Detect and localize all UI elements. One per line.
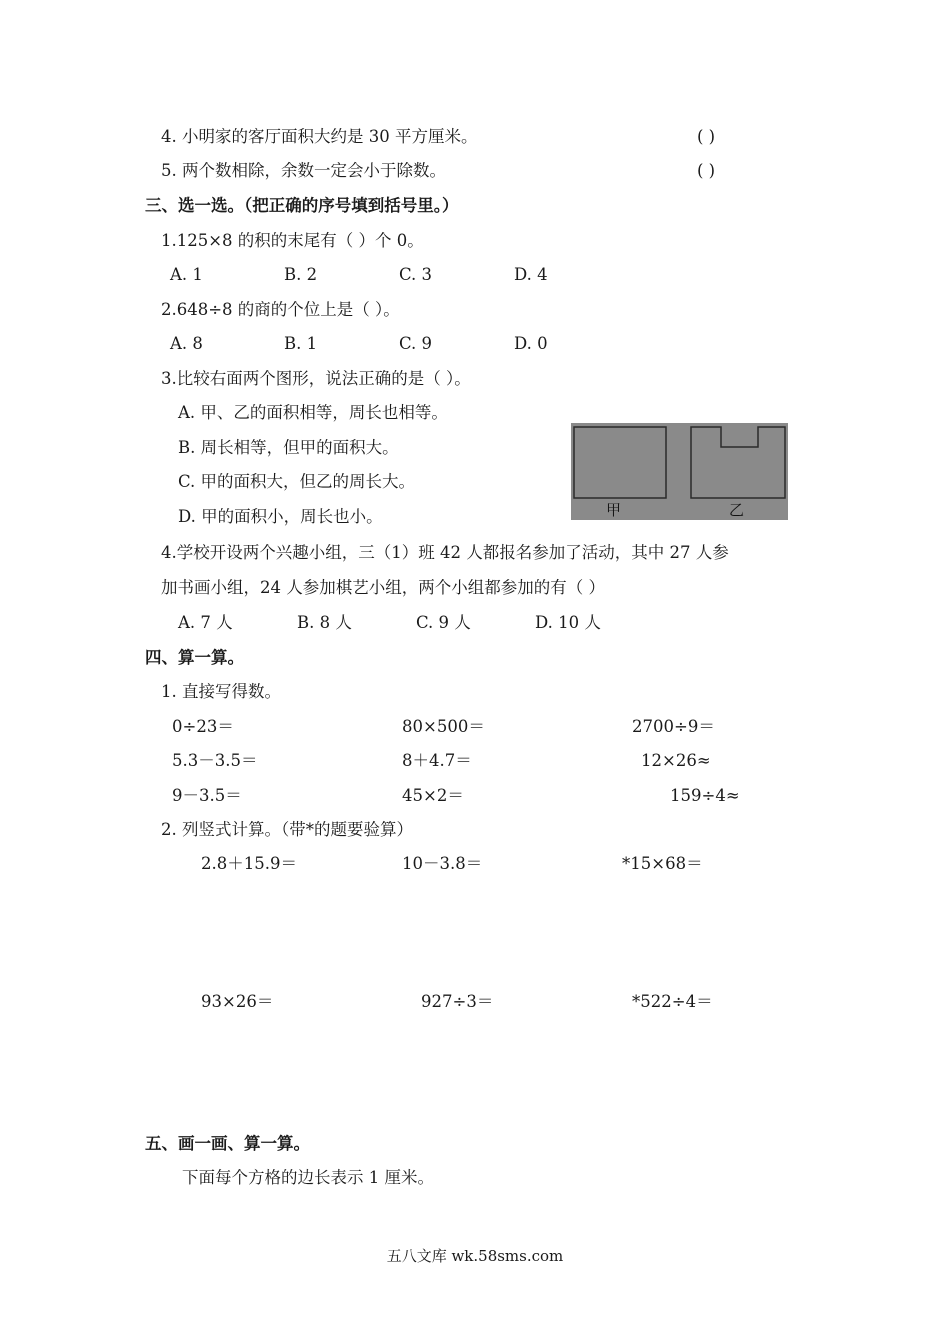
s3-q4-line1: 4.学校开设两个兴趣小组，三（1）班 42 人都报名参加了活动，其中 27 人参 [161,543,729,562]
s3-q3-option-c: C. 甲的面积大，但乙的周长大。 [178,472,416,491]
s4-p1-item: 80×500＝ [402,717,485,736]
s4-p2-item: *15×68＝ [622,854,703,873]
s3-q2-option-b: B. 1 [284,334,318,353]
s4-p1-item: 12×26≈ [641,751,711,770]
judge-q5: 5. 两个数相除，余数一定会小于除数。 [161,161,446,180]
s3-q2-option-a: A. 8 [170,334,203,353]
judge-q5-answer-bracket[interactable]: ( ) [697,161,716,180]
s4-p1-item: 8＋4.7＝ [402,751,472,770]
s4-p1-item: 2700÷9＝ [632,717,715,736]
judge-q4-answer-bracket[interactable]: ( ) [697,127,716,146]
section5-title: 五、画一画、算一算。 [145,1134,310,1153]
s4-p2-item: 927÷3＝ [421,992,494,1011]
section4-title: 四、算一算。 [145,648,244,667]
s3-q4-option-a: A. 7 人 [178,613,233,632]
s4-p2-title: 2. 列竖式计算。（带*的题要验算） [161,820,413,839]
section3-title: 三、选一选。（把正确的序号填到括号里。） [145,196,459,215]
s4-p1-title: 1. 直接写得数。 [161,682,281,701]
s4-p1-item: 9－3.5＝ [172,786,242,805]
s3-q4-line2: 加书画小组，24 人参加棋艺小组，两个小组都参加的有（ ） [161,578,605,597]
judge-q4: 4. 小明家的客厅面积大约是 30 平方厘米。 [161,127,478,146]
s4-p1-item: 45×2＝ [402,786,464,805]
s4-p2-item: 93×26＝ [201,992,274,1011]
s3-q1-option-c: C. 3 [399,265,433,284]
s3-q3-option-d: D. 甲的面积小，周长也小。 [178,507,383,526]
s4-p2-item: 2.8＋15.9＝ [201,854,297,873]
s4-p1-item: 0÷23＝ [172,717,234,736]
s3-q1-option-b: B. 2 [284,265,318,284]
s3-q3-option-b: B. 周长相等，但甲的面积大。 [178,438,399,457]
s4-p1-item: 5.3－3.5＝ [172,751,258,770]
shape-jia-label: 甲 [606,501,622,519]
s4-p2-item: *522÷4＝ [632,992,713,1011]
s3-q1-option-d: D. 4 [514,265,548,284]
s3-q1-option-a: A. 1 [170,265,203,284]
shapes-figure [571,423,788,520]
s3-q3-stem: 3.比较右面两个图形，说法正确的是（ ）。 [161,369,471,388]
s3-q1-stem: 1.125×8 的积的末尾有（ ）个 0。 [161,231,424,250]
s3-q3-option-a: A. 甲、乙的面积相等，周长也相等。 [178,403,448,422]
s3-q2-option-c: C. 9 [399,334,433,353]
s3-q4-option-c: C. 9 人 [416,613,471,632]
s4-p1-item: 159÷4≈ [670,786,740,805]
s3-q2-option-d: D. 0 [514,334,548,353]
s3-q4-option-d: D. 10 人 [535,613,601,632]
section5-desc: 下面每个方格的边长表示 1 厘米。 [182,1168,434,1187]
s3-q4-option-b: B. 8 人 [297,613,352,632]
figure-background [571,423,788,520]
page-footer: 五八文库 wk.58sms.com [386,1247,564,1265]
shape-yi-label: 乙 [729,501,745,519]
s4-p2-item: 10－3.8＝ [402,854,483,873]
s3-q2-stem: 2.648÷8 的商的个位上是（ ）。 [161,300,400,319]
